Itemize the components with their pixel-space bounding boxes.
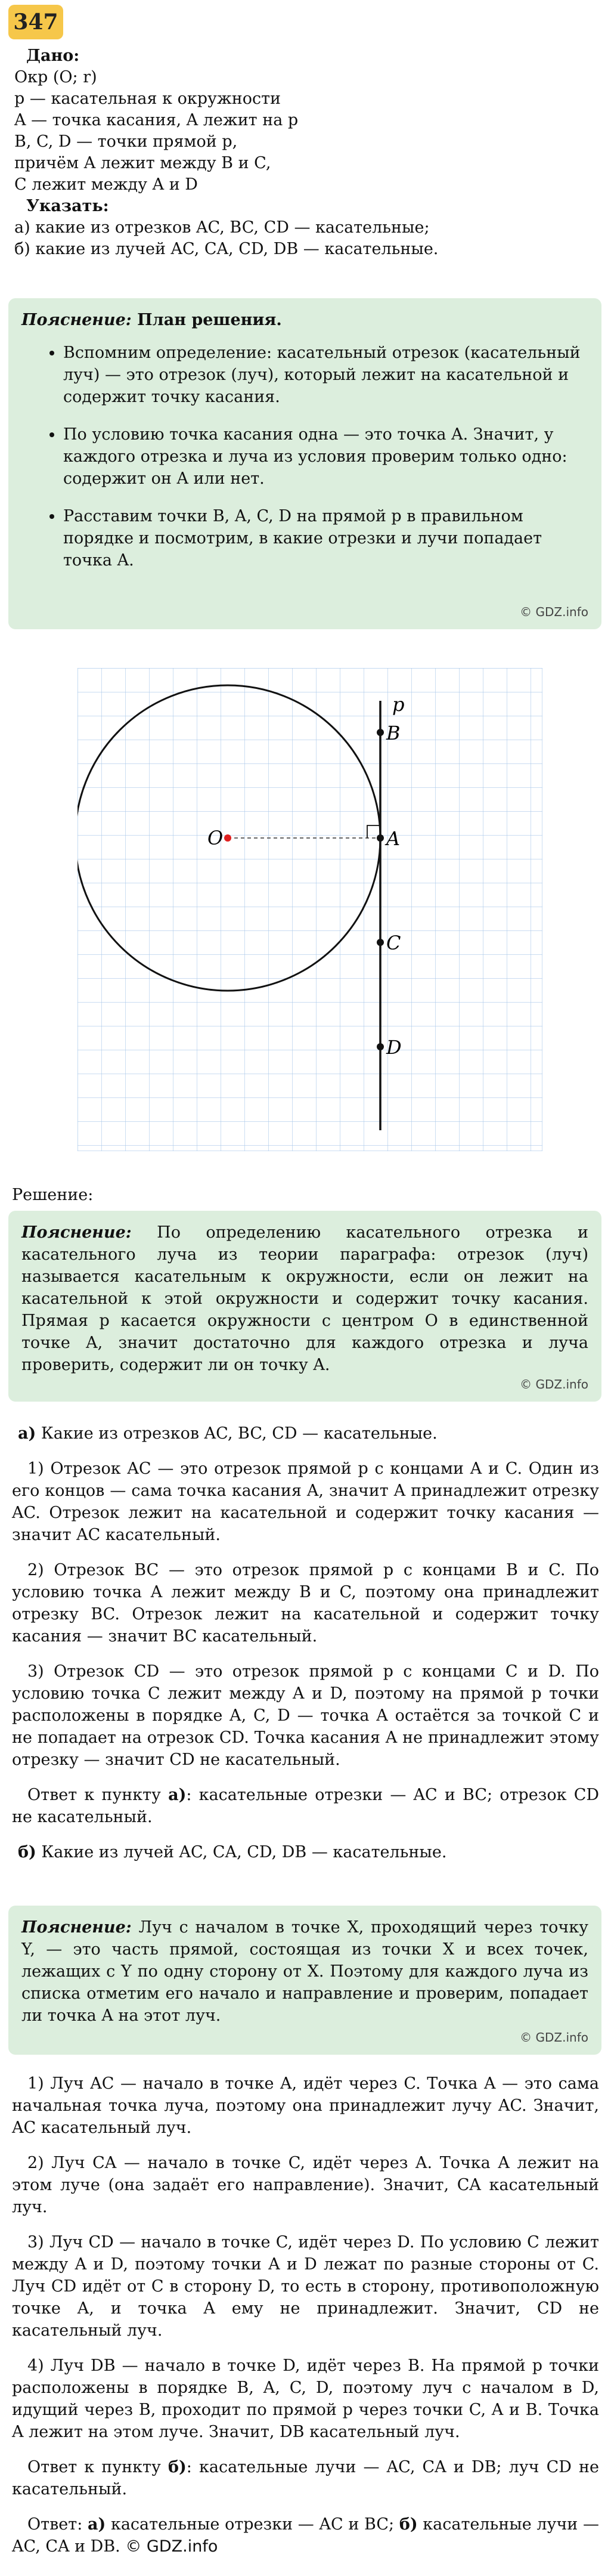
definition-note	[8, 1211, 601, 1402]
given-line: причём A лежит между B и C,	[14, 154, 271, 172]
plan-lead-rest: План решения.	[131, 311, 282, 329]
gdz-tag: © GDZ.info	[520, 1377, 588, 1391]
point-d	[377, 1043, 384, 1050]
plan-list	[21, 342, 588, 571]
gdz-tag: © GDZ.info	[520, 2030, 588, 2045]
label-a: A	[386, 827, 401, 850]
problem-number-badge	[8, 5, 63, 39]
ray-note	[8, 1906, 601, 2055]
part-a-paragraph: 3) Отрезок CD — это отрезок прямой p с концами C и D. По условию точка C лежит между A и D, поэтому на прямой p точки расположены в порядке A, C, D — точка A остаётся за точкой C и не попадает на отрезок CD. Точка касания A не принадлежит этому отрезку — значит CD не касательный.	[12, 1662, 599, 1769]
final-answer	[12, 2513, 599, 2558]
given-block	[14, 45, 598, 260]
note2-lead: Пояснение:	[21, 1223, 132, 1242]
answer-a-text: : касательные отрезки — AC и BC; отрезок CD не касательный.	[12, 1786, 599, 1826]
part-b-answer	[12, 2456, 599, 2500]
given-line: A — точка касания, A лежит на p	[14, 111, 299, 129]
point-b	[377, 729, 384, 736]
plan-note	[8, 298, 601, 629]
given-line: Окр (O; r)	[14, 68, 97, 86]
part-b-block	[12, 2073, 599, 2571]
part-a-block	[12, 1422, 599, 1876]
part-a-paragraph: 2) Отрезок BC — это отрезок прямой p с концами B и C. По условию точка A лежит между B и C, поэтому она принадлежит отрезку BC. Отрезок лежит на касательной и содержит точку касания — значит BC касательный.	[12, 1561, 599, 1646]
task-line: б) какие из лучей AC, CA, CD, DB — касательные.	[14, 240, 439, 258]
answer-b-text: : касательные лучи — AC, CA и DB; луч CD не касательный.	[12, 2458, 599, 2498]
label-p: p	[392, 693, 405, 716]
note3-text: Луч с началом в точке X, проходящий через точку Y, — это часть прямой, состоящая из точки X и всех точек, лежащих с Y по одну сторону от X. Поэтому для каждого луча из списка отметим его начало и направление и проверим, попадает ли точка A на этот луч.	[21, 1918, 588, 2025]
part-b-title	[12, 1841, 599, 1863]
label-c: C	[386, 932, 401, 954]
given-line: C лежит между A и D	[14, 175, 198, 194]
part-a-title-text: Какие из отрезков AC, BC, CD — касательные.	[36, 1424, 438, 1443]
final-gdz-tag: © GDZ.info	[120, 2537, 218, 2556]
part-a-paragraph: 1) Отрезок AC — это отрезок прямой p с концами A и C. Один из его концов — сама точка касания A, значит A принадлежит отрезку AC. Отрезок лежит на касательной и содержит точку касания — значит AC касательный.	[12, 1459, 599, 1544]
answer-b-marker: б)	[168, 2458, 187, 2476]
solution-label-block	[12, 1184, 599, 1206]
part-b-paragraph: 3) Луч CD — начало в точке C, идёт через D. По условию C лежит между A и D, поэтому точки A и D лежат по разные стороны от C. Луч CD идёт от C в сторону D, то есть в сторону, противоположную точке A, и точка A ему не принадлежит. Значит, CD не касательный луч.	[12, 2233, 599, 2340]
plan-item: • Вспомним определение: касательный отрезок (касательный луч) — это отрезок (луч), который лежит на касательной и содержит точку касания.	[63, 342, 588, 408]
part-b-title-text: Какие из лучей AC, CA, CD, DB — касательные.	[36, 1843, 447, 1861]
label-b: B	[386, 722, 401, 744]
problem-number: 347	[13, 10, 58, 35]
plan-lead: Пояснение:	[21, 311, 132, 329]
final-a-marker: а)	[87, 2515, 106, 2534]
label-o: O	[207, 827, 224, 849]
solution-label: Решение:	[12, 1186, 94, 1204]
part-a-answer	[12, 1784, 599, 1828]
final-b-text: касательные лучи — AC, CA и DB.	[12, 2515, 599, 2556]
gdz-tag: © GDZ.info	[520, 605, 588, 619]
part-b-paragraph: 4) Луч DB — начало в точке D, идёт через B. На прямой p точки расположены в порядке B, A, C, D, поэтому луч с началом в D, идущий через B, проходит по прямой p через точки C, A и B. Точка A лежит на этом луче. Значит, DB касательный луч.	[12, 2357, 599, 2441]
answer-b-prefix: Ответ к пункту	[27, 2458, 168, 2476]
part-b-paragraph: 1) Луч AC — начало в точке A, идёт через C. Точка A — это сама начальная точка луча, поэтому она принадлежит лучу AC. Значит, AC касательный луч.	[12, 2074, 599, 2137]
note2-text: По определению касательного отрезка и касательного луча из теории параграфа: отрезок (луч) называется касательным к окружности, если он лежит на касательной к этой окружности и содержит точку касания. Прямая p касается окружности с центром O в единственной точке A, значит достаточно для каждого отрезка и луча проверить, содержит ли он точку A.	[21, 1223, 588, 1374]
answer-a-marker: а)	[168, 1786, 187, 1804]
given-header: Дано:	[26, 47, 80, 65]
plan-item: • По условию точка касания одна — это точка A. Значит, у каждого отрезка и луча из условия проверим только одно: содержит он A или нет.	[63, 423, 588, 490]
geometry-figure	[77, 668, 542, 1151]
final-b-marker: б)	[399, 2515, 418, 2534]
part-a-marker: а)	[18, 1424, 36, 1443]
final-prefix: Ответ:	[27, 2515, 88, 2534]
point-c	[377, 939, 384, 946]
center-point-o	[224, 834, 231, 842]
final-a-text: касательные отрезки — AC и BC;	[106, 2515, 399, 2534]
part-b-paragraph: 2) Луч CA — начало в точке C, идёт через A. Точка A лежит на этом луче (она задаёт его направление). Значит, CA касательный луч.	[12, 2154, 599, 2216]
part-a-title	[12, 1422, 599, 1445]
part-b-marker: б)	[18, 1843, 36, 1861]
note3-lead: Пояснение:	[21, 1918, 132, 1937]
task-line: а) какие из отрезков AC, BC, CD — касательные;	[14, 218, 430, 237]
plan-item: • Расставим точки B, A, C, D на прямой p в правильном порядке и посмотрим, в какие отрезки и лучи попадает точка A.	[63, 505, 588, 571]
point-a	[377, 834, 384, 842]
find-header: Указать:	[26, 197, 109, 215]
answer-a-prefix: Ответ к пункту	[27, 1786, 169, 1804]
given-line: B, C, D — точки прямой p,	[14, 132, 238, 151]
given-line: p — касательная к окружности	[14, 89, 281, 108]
label-d: D	[386, 1036, 402, 1059]
grid-background	[77, 668, 542, 1151]
